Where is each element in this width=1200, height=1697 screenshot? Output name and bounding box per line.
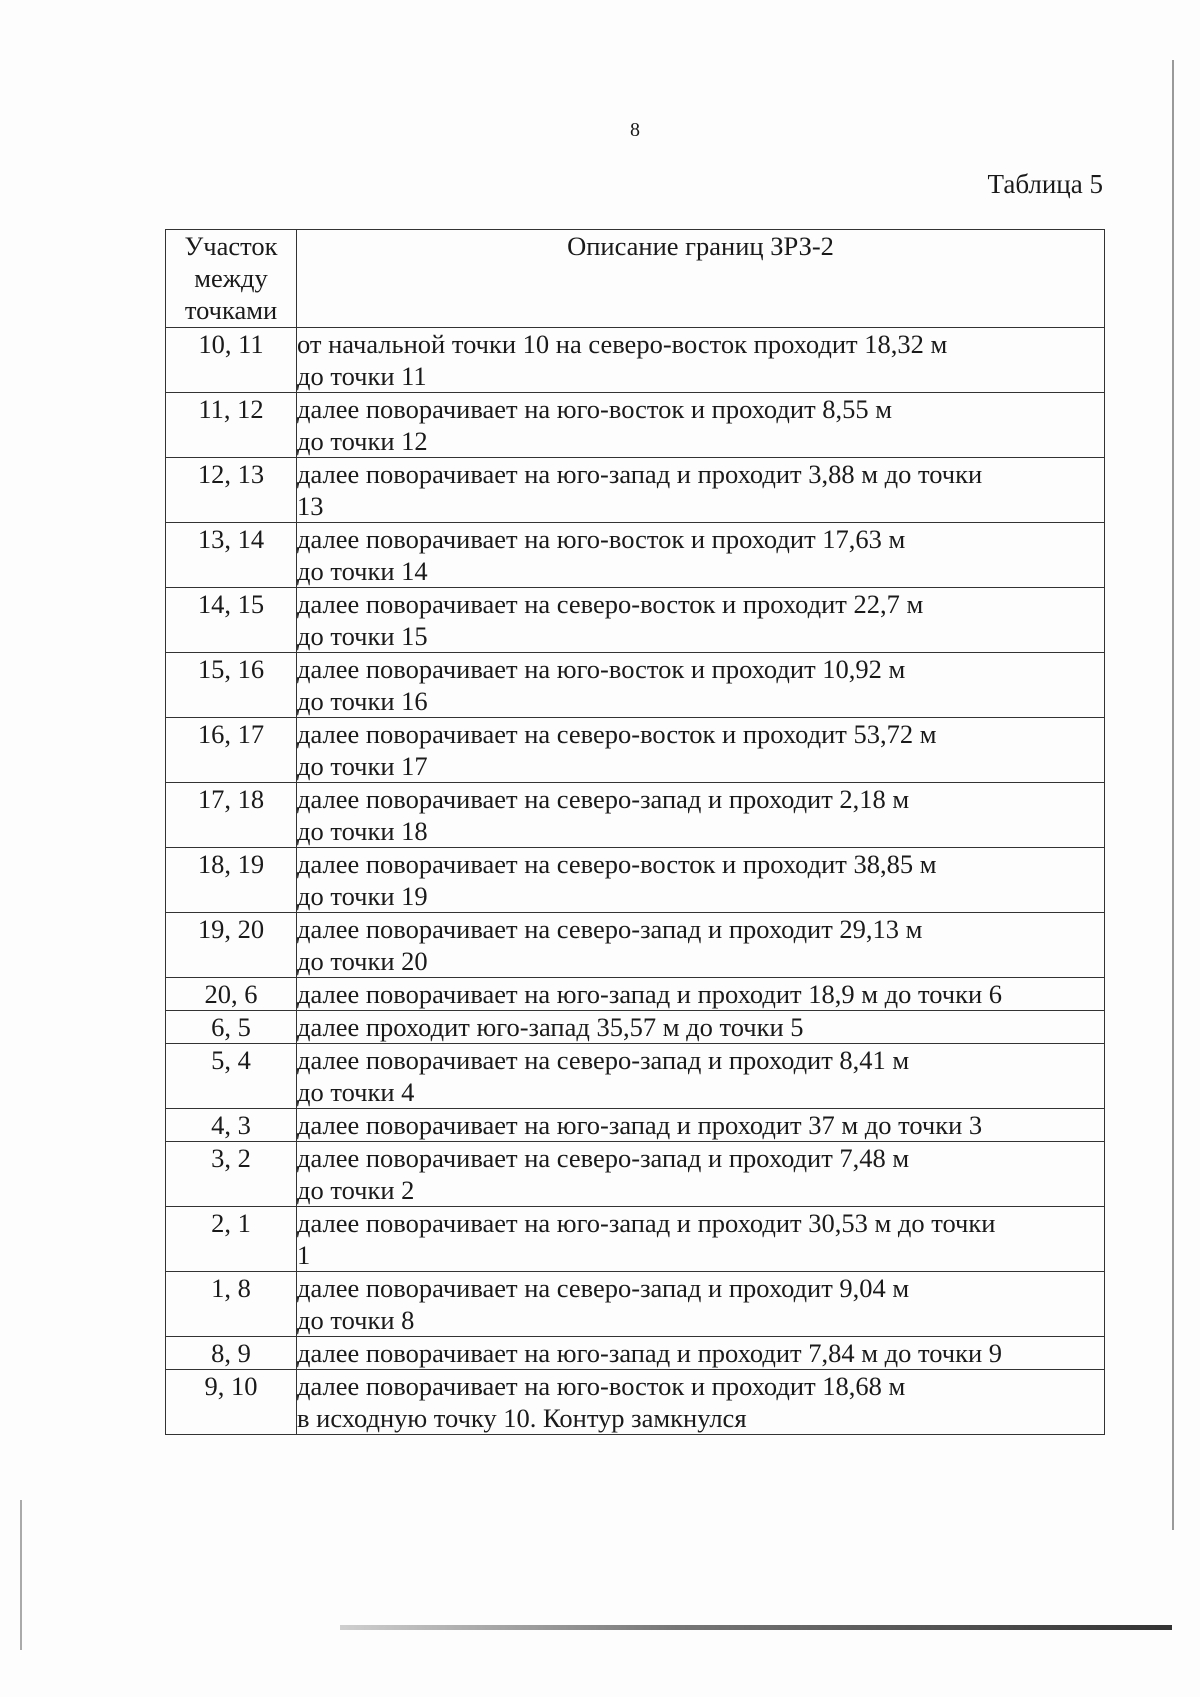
row-description-line: до точки 2	[297, 1175, 415, 1205]
row-section: 13, 14	[166, 523, 297, 588]
row-description	[297, 588, 1105, 653]
table-row	[166, 1272, 1105, 1337]
row-description-line: далее проходит юго-запад 35,57 м до точки 5	[297, 1012, 804, 1042]
row-description	[297, 523, 1105, 588]
row-description-line: до точки 12	[297, 426, 428, 456]
table-row	[166, 1337, 1105, 1370]
row-section: 11, 12	[166, 393, 297, 458]
row-description-line: до точки 8	[297, 1305, 415, 1335]
row-section: 15, 16	[166, 653, 297, 718]
scan-edge-right	[1172, 60, 1174, 1530]
table-row	[166, 1370, 1105, 1435]
table-row	[166, 1207, 1105, 1272]
table-row	[166, 653, 1105, 718]
row-description-line: до точки 19	[297, 881, 428, 911]
row-section: 2, 1	[166, 1207, 297, 1272]
row-description	[297, 1272, 1105, 1337]
row-description-line: далее поворачивает на юго-запад и проходит 3,88 м до точки	[297, 459, 983, 489]
header-section-line: точками	[184, 295, 278, 325]
table-row	[166, 1142, 1105, 1207]
row-section: 17, 18	[166, 783, 297, 848]
table-row	[166, 978, 1105, 1011]
row-section: 19, 20	[166, 913, 297, 978]
row-description	[297, 393, 1105, 458]
row-description-line: до точки 17	[297, 751, 428, 781]
scan-edge-left	[20, 1500, 22, 1650]
table-row	[166, 913, 1105, 978]
row-description	[297, 783, 1105, 848]
row-description	[297, 1109, 1105, 1142]
row-description	[297, 978, 1105, 1011]
row-description	[297, 718, 1105, 783]
row-description	[297, 1370, 1105, 1435]
row-description-line: до точки 4	[297, 1077, 415, 1107]
table-row	[166, 848, 1105, 913]
row-description	[297, 1011, 1105, 1044]
row-description-line: до точки 20	[297, 946, 428, 976]
row-section: 8, 9	[166, 1337, 297, 1370]
row-description	[297, 458, 1105, 523]
header-section	[166, 230, 297, 328]
row-description-line: далее поворачивает на северо-запад и проходит 2,18 м	[297, 784, 910, 814]
header-description: Описание границ ЗРЗ-2	[297, 230, 1105, 328]
row-description-line: далее поворачивает на юго-восток и проходит 8,55 м	[297, 394, 893, 424]
row-description	[297, 913, 1105, 978]
table-row	[166, 588, 1105, 653]
row-description	[297, 1337, 1105, 1370]
row-description-line: далее поворачивает на юго-запад и проходит 18,9 м до точки 6	[297, 979, 1003, 1009]
row-section: 6, 5	[166, 1011, 297, 1044]
row-section: 14, 15	[166, 588, 297, 653]
row-description-line: далее поворачивает на юго-запад и проходит 37 м до точки 3	[297, 1110, 983, 1140]
scan-bottom-line	[340, 1625, 1172, 1630]
table-caption: Таблица 5	[987, 169, 1103, 199]
table-row	[166, 1109, 1105, 1142]
row-description	[297, 848, 1105, 913]
row-section: 5, 4	[166, 1044, 297, 1109]
row-section: 10, 11	[166, 328, 297, 393]
row-description-line: далее поворачивает на северо-восток и проходит 53,72 м	[297, 719, 937, 749]
row-description	[297, 653, 1105, 718]
row-description-line: далее поворачивает на северо-восток и проходит 38,85 м	[297, 849, 937, 879]
boundary-table	[165, 229, 1105, 1435]
table-row	[166, 1011, 1105, 1044]
row-description-line: далее поворачивает на юго-запад и проходит 7,84 м до точки 9	[297, 1338, 1003, 1368]
table-row	[166, 458, 1105, 523]
row-section: 3, 2	[166, 1142, 297, 1207]
row-description-line: далее поворачивает на северо-запад и проходит 7,48 м	[297, 1143, 910, 1173]
row-section: 9, 10	[166, 1370, 297, 1435]
table-header-row	[166, 230, 1105, 328]
row-section: 4, 3	[166, 1109, 297, 1142]
page-number: 8	[630, 119, 640, 141]
row-description-line: до точки 14	[297, 556, 428, 586]
row-description-line: далее поворачивает на северо-запад и проходит 29,13 м	[297, 914, 923, 944]
row-description-line: далее поворачивает на юго-восток и проходит 10,92 м	[297, 654, 906, 684]
table-row	[166, 1044, 1105, 1109]
row-description-line: до точки 18	[297, 816, 428, 846]
table-row	[166, 718, 1105, 783]
row-section: 18, 19	[166, 848, 297, 913]
header-section-line: между	[194, 263, 268, 293]
row-description-line: далее поворачивает на северо-восток и проходит 22,7 м	[297, 589, 924, 619]
row-description-line: далее поворачивает на юго-восток и проходит 18,68 м	[297, 1371, 906, 1401]
header-section-line: Участок	[184, 231, 278, 261]
row-description-line: 1	[297, 1240, 311, 1270]
row-section: 1, 8	[166, 1272, 297, 1337]
row-section: 20, 6	[166, 978, 297, 1011]
row-description-line: до точки 15	[297, 621, 428, 651]
table-row	[166, 393, 1105, 458]
row-description	[297, 1044, 1105, 1109]
table-row	[166, 328, 1105, 393]
row-section: 16, 17	[166, 718, 297, 783]
row-description-line: 13	[297, 491, 324, 521]
row-description-line: далее поворачивает на северо-запад и проходит 8,41 м	[297, 1045, 910, 1075]
row-description-line: до точки 16	[297, 686, 428, 716]
table-row	[166, 523, 1105, 588]
row-section: 12, 13	[166, 458, 297, 523]
row-description-line: далее поворачивает на юго-запад и проходит 30,53 м до точки	[297, 1208, 996, 1238]
row-description-line: далее поворачивает на юго-восток и проходит 17,63 м	[297, 524, 906, 554]
row-description-line: далее поворачивает на северо-запад и проходит 9,04 м	[297, 1273, 910, 1303]
row-description	[297, 1142, 1105, 1207]
table-row	[166, 783, 1105, 848]
row-description-line: в исходную точку 10. Контур замкнулся	[297, 1403, 747, 1433]
row-description-line: до точки 11	[297, 361, 427, 391]
row-description-line: от начальной точки 10 на северо-восток проходит 18,32 м	[297, 329, 948, 359]
table-body	[166, 328, 1105, 1435]
row-description	[297, 1207, 1105, 1272]
row-description	[297, 328, 1105, 393]
